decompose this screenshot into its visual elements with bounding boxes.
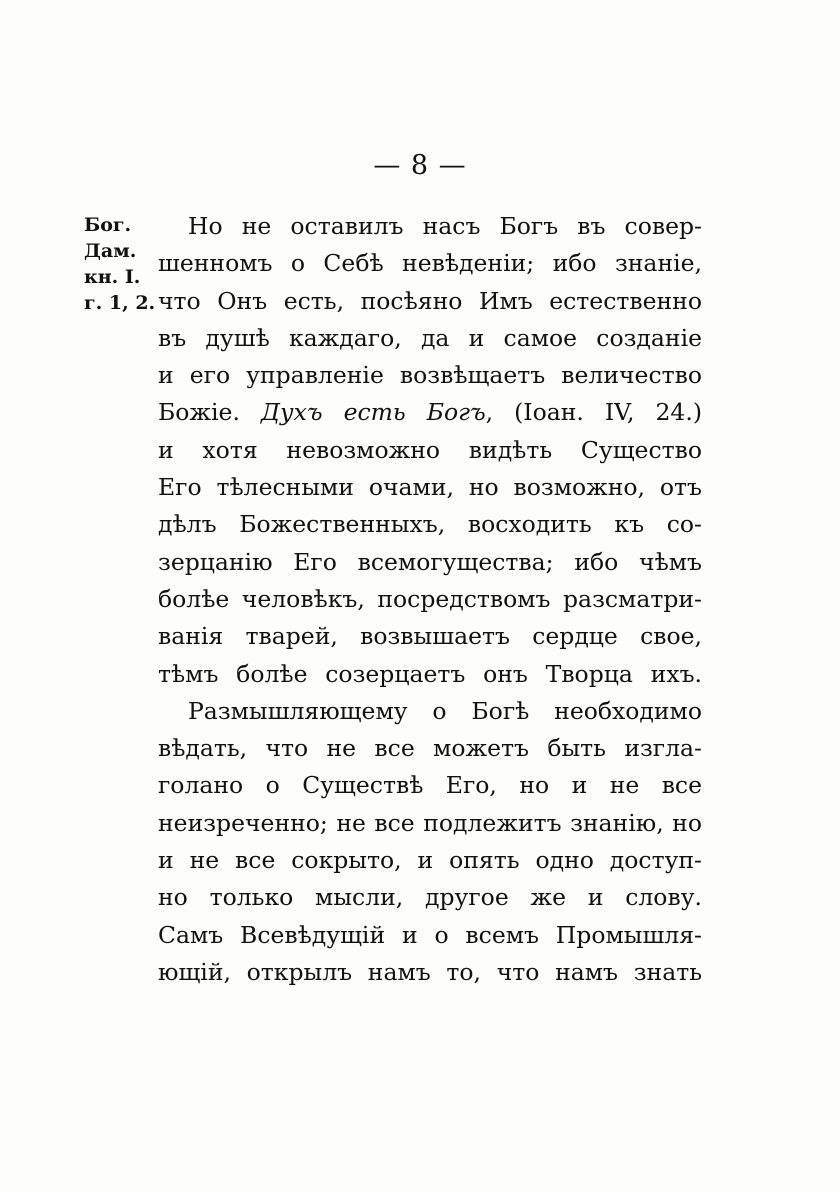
text-line: болѣе человѣкъ, посредствомъ разсматри- xyxy=(158,584,702,613)
text-line: но только мысли, другое же и слову. xyxy=(158,883,702,912)
text-line: что Онъ есть, посѣяно Имъ естественно xyxy=(158,286,702,315)
italic-quotation: Духъ есть Богъ xyxy=(260,398,486,427)
text-line: ванія тварей, возвышаетъ сердце свое, xyxy=(158,622,702,651)
text-line: и хотя невозможно видѣть Существо xyxy=(158,435,702,464)
text-line: зерцанію Его всемогущества; ибо чѣмъ xyxy=(158,547,702,576)
text-line: тѣмъ болѣе созерцаетъ онъ Творца ихъ. xyxy=(158,659,702,688)
page-number: — 8 — xyxy=(373,150,467,181)
text-line: ющій, открылъ намъ то, что намъ знать xyxy=(158,957,702,986)
text-line-with-quote: Божіе. Духъ есть Богъ, (Іоан. IV, 24.) xyxy=(158,398,702,427)
text-line: Размышляющему о Богѣ необходимо xyxy=(188,696,702,725)
margin-note-line: Бог. xyxy=(84,214,132,236)
margin-note-line: г. 1, 2. xyxy=(84,292,156,314)
text-line: Но не оставилъ насъ Богъ въ совер- xyxy=(188,212,702,240)
text-line: вѣдать, что не все можетъ быть изгла- xyxy=(158,734,702,763)
text-line: голано о Существѣ Его, но и не все xyxy=(158,771,702,800)
text-line: шенномъ о Себѣ невѣденіи; ибо знаніе, xyxy=(158,249,702,278)
text-line: Самъ Всевѣдущій и о всемъ Промышля- xyxy=(158,920,702,949)
margin-reference-note xyxy=(84,212,154,316)
text-line: Его тѣлесными очами, но возможно, отъ xyxy=(158,473,702,502)
text-line: въ душѣ каждаго, да и самое созданіе xyxy=(158,323,702,352)
text-line: дѣлъ Божественныхъ, восходить къ со- xyxy=(158,510,702,539)
paragraph xyxy=(158,208,702,693)
text-line: и его управленіе возвѣщаетъ величество xyxy=(158,361,702,390)
margin-note-line: Дам. xyxy=(84,240,137,262)
text-line: и не все сокрыто, и опять одно доступ- xyxy=(158,846,702,875)
body-text xyxy=(158,208,702,991)
text-line: неизреченно; не все подлежитъ знанію, но xyxy=(158,808,702,837)
paragraph xyxy=(158,693,702,991)
margin-note-line: кн. I. xyxy=(84,266,141,288)
